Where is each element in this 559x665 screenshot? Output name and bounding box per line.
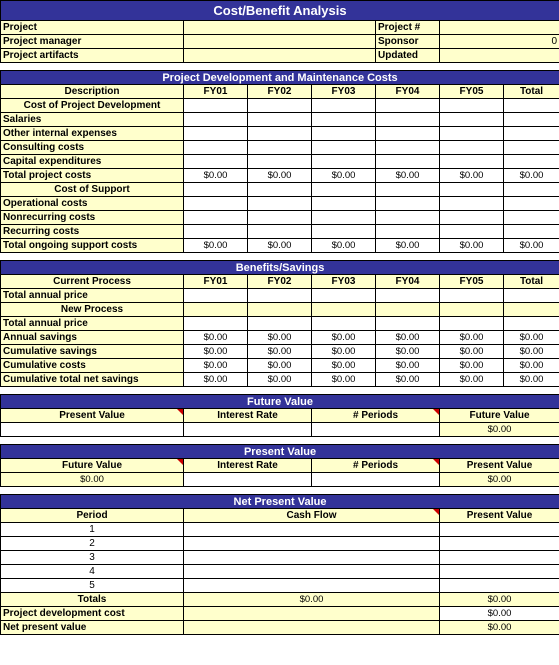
table-cell-input[interactable] [440,155,504,169]
npv-period-header: Period [1,509,184,523]
pv-interest-rate-header: Interest Rate [184,459,312,473]
npv-cash-flow-input[interactable] [184,523,440,537]
fv-periods-input[interactable] [312,423,440,437]
other-label: Other internal expenses [1,127,184,141]
project-manager-input[interactable] [184,35,376,49]
table-cell-input[interactable] [184,197,248,211]
table-cell-input[interactable] [184,289,248,303]
table-cell-input[interactable] [440,113,504,127]
updated-input[interactable] [440,49,559,63]
table-cell-input[interactable] [440,317,504,331]
sponsor-input[interactable]: 0 [440,35,559,49]
table-cell-input[interactable] [440,211,504,225]
npv-cash-flow-header: Cash Flow [184,509,440,523]
fv-periods-header: # Periods [312,409,440,423]
table-cell-input[interactable] [184,225,248,239]
npv-totals-label: Totals [1,593,184,607]
table-cell-input[interactable] [440,127,504,141]
table-row [1,523,559,537]
table-cell-input[interactable] [376,211,440,225]
npv-cash-flow-input[interactable] [184,537,440,551]
cell [440,303,504,317]
table-cell-value: $0.00 [184,373,248,387]
cell[interactable] [248,99,312,113]
npv-value: $0.00 [440,621,559,635]
description-header: Description [1,85,184,99]
table-cell-input[interactable] [248,289,312,303]
fy03-header: FY03 [312,85,376,99]
table-cell-input[interactable] [312,197,376,211]
table-cell-input[interactable] [440,141,504,155]
pv-result: $0.00 [440,473,559,487]
table-cell-input[interactable] [376,197,440,211]
table-row [1,345,559,359]
table-cell-value: $0.00 [312,359,376,373]
total-annual-price-label: Total annual price [1,289,184,303]
npv-label: Net present value [1,621,184,635]
fy04-header: FY04 [376,85,440,99]
project-artifacts-input[interactable] [184,49,376,63]
table-cell-input[interactable] [312,141,376,155]
npv-totals-pv: $0.00 [440,593,559,607]
table-row [1,565,559,579]
recurring-label: Recurring costs [1,225,184,239]
npv-present-value-cell [440,565,559,579]
cell[interactable] [312,99,376,113]
project-num-label: Project # [376,21,440,35]
table-cell-input[interactable] [248,317,312,331]
table-cell-input[interactable] [376,225,440,239]
cell[interactable] [440,183,504,197]
fv-interest-rate-input[interactable] [184,423,312,437]
npv-present-value-cell [440,537,559,551]
table-cell-input[interactable] [504,211,559,225]
table-cell-input[interactable] [376,113,440,127]
table-cell-value: $0.00 [248,239,312,253]
table-cell-input[interactable] [376,127,440,141]
table-cell-value: $0.00 [248,331,312,345]
npv-cash-flow-input[interactable] [184,565,440,579]
table-cell-value: $0.00 [184,239,248,253]
table-row [1,113,559,127]
table-cell-value: $0.00 [248,345,312,359]
fy05-header: FY05 [440,85,504,99]
table-cell-input[interactable] [184,127,248,141]
total-project-costs-label: Total project costs [1,169,184,183]
pv-interest-rate-input[interactable] [184,473,312,487]
cell[interactable] [376,183,440,197]
table-row [1,551,559,565]
fv-future-value-header: Future Value [440,409,559,423]
table-cell-input[interactable] [248,155,312,169]
cell[interactable] [504,99,559,113]
table-cell-input[interactable] [376,317,440,331]
table-cell-value: $0.00 [440,331,504,345]
table-cell-input[interactable] [440,225,504,239]
table-cell-input[interactable] [504,127,559,141]
table-cell-input[interactable] [504,155,559,169]
table-cell-input[interactable] [248,113,312,127]
cell[interactable] [440,99,504,113]
table-cell-input[interactable] [504,289,559,303]
npv-period-1: 1 [1,523,184,537]
cost-support-subheader: Cost of Support [1,183,184,197]
pv-future-value-input[interactable]: $0.00 [1,473,184,487]
table-cell-input[interactable] [312,317,376,331]
pv-periods-input[interactable] [312,473,440,487]
npv-cash-flow-input[interactable] [184,551,440,565]
fy03-header: FY03 [312,275,376,289]
capital-label: Capital expenditures [1,155,184,169]
consulting-label: Consulting costs [1,141,184,155]
sheet-title: Cost/Benefit Analysis [1,1,559,21]
table-row [1,155,559,169]
table-cell-input[interactable] [312,155,376,169]
table-cell-input[interactable] [440,197,504,211]
table-cell-value: $0.00 [248,169,312,183]
table-cell-input[interactable] [248,141,312,155]
project-label: Project [1,21,184,35]
table-cell-input[interactable] [248,225,312,239]
current-process-header: Current Process [1,275,184,289]
benefits-section-title: Benefits/Savings [1,261,559,275]
table-cell-value: $0.00 [376,331,440,345]
new-process-subheader: New Process [1,303,184,317]
table-cell-input[interactable] [504,317,559,331]
fy04-header: FY04 [376,275,440,289]
table-row [1,169,559,183]
fy01-header: FY01 [184,275,248,289]
table-cell-value: $0.00 [376,373,440,387]
table-cell-value: $0.00 [184,345,248,359]
table-cell-value: $0.00 [440,345,504,359]
cell[interactable] [248,183,312,197]
table-cell-value: $0.00 [504,345,559,359]
npv-dev-cost-label: Project development cost [1,607,184,621]
updated-label: Updated [376,49,440,63]
npv-period-3: 3 [1,551,184,565]
table-cell-value: $0.00 [312,345,376,359]
table-cell-input[interactable] [248,211,312,225]
table-cell-value: $0.00 [504,169,559,183]
cell [312,303,376,317]
table-cell-input[interactable] [312,113,376,127]
total-annual-price-label: Total annual price [1,317,184,331]
table-cell-value: $0.00 [504,239,559,253]
table-cell-value: $0.00 [184,331,248,345]
table-row [1,197,559,211]
table-cell-value: $0.00 [440,359,504,373]
fv-result: $0.00 [440,423,559,437]
table-cell-value: $0.00 [440,373,504,387]
npv-dev-cost-blank [184,607,440,621]
salaries-label: Salaries [1,113,184,127]
table-row [1,359,559,373]
table-row [1,317,559,331]
table-cell-input[interactable] [440,289,504,303]
fv-section-title: Future Value [1,395,559,409]
table-cell-input[interactable] [312,289,376,303]
table-cell-input[interactable] [184,155,248,169]
cell[interactable] [312,183,376,197]
table-cell-value: $0.00 [376,359,440,373]
table-cell-value: $0.00 [504,359,559,373]
cell [248,303,312,317]
cell[interactable] [184,183,248,197]
cell[interactable] [504,183,559,197]
table-row [1,331,559,345]
table-row [1,537,559,551]
table-cell-input[interactable] [376,289,440,303]
table-row [1,289,559,303]
table-cell-value: $0.00 [248,359,312,373]
npv-totals-cash: $0.00 [184,593,440,607]
npv-present-value-header: Present Value [440,509,559,523]
cell[interactable] [184,99,248,113]
table-row [1,373,559,387]
npv-present-value-cell [440,523,559,537]
table-row [1,579,559,593]
npv-present-value-cell [440,551,559,565]
table-cell-input[interactable] [312,211,376,225]
fv-interest-rate-header: Interest Rate [184,409,312,423]
npv-period-2: 2 [1,537,184,551]
table-cell-input[interactable] [504,113,559,127]
dev-section-title: Project Development and Maintenance Costs [1,71,559,85]
npv-section-title: Net Present Value [1,495,559,509]
total-header: Total [504,275,559,289]
table-cell-value: $0.00 [248,373,312,387]
table-cell-input[interactable] [376,141,440,155]
total-header: Total [504,85,559,99]
table-cell-value: $0.00 [184,169,248,183]
pv-periods-header: # Periods [312,459,440,473]
cell[interactable] [376,99,440,113]
table-row [1,141,559,155]
fy01-header: FY01 [184,85,248,99]
table-cell-value: $0.00 [312,169,376,183]
table-cell-value: $0.00 [376,345,440,359]
fv-present-value-header: Present Value [1,409,184,423]
project-artifacts-label: Project artifacts [1,49,184,63]
table-row [1,239,559,253]
fy05-header: FY05 [440,275,504,289]
npv-period-4: 4 [1,565,184,579]
npv-present-value-cell [440,579,559,593]
project-input[interactable] [184,21,376,35]
total-support-label: Total ongoing support costs [1,239,184,253]
cumulative-net-label: Cumulative total net savings [1,373,184,387]
project-num-input[interactable] [440,21,559,35]
pv-present-value-header: Present Value [440,459,559,473]
pv-future-value-header: Future Value [1,459,184,473]
fy02-header: FY02 [248,85,312,99]
table-cell-value: $0.00 [440,169,504,183]
table-row [1,211,559,225]
npv-dev-cost-value: $0.00 [440,607,559,621]
table-cell-input[interactable] [184,113,248,127]
table-cell-input[interactable] [184,211,248,225]
table-cell-value: $0.00 [504,373,559,387]
operational-label: Operational costs [1,197,184,211]
table-cell-value: $0.00 [184,359,248,373]
table-cell-input[interactable] [312,127,376,141]
fv-present-value-input[interactable] [1,423,184,437]
table-row [1,225,559,239]
annual-savings-label: Annual savings [1,331,184,345]
npv-period-5: 5 [1,579,184,593]
cost-dev-subheader: Cost of Project Development [1,99,184,113]
table-cell-value: $0.00 [440,239,504,253]
table-cell-input[interactable] [184,317,248,331]
table-cell-value: $0.00 [312,331,376,345]
table-cell-input[interactable] [504,197,559,211]
cumulative-costs-label: Cumulative costs [1,359,184,373]
project-manager-label: Project manager [1,35,184,49]
table-cell-value: $0.00 [312,239,376,253]
table-cell-input[interactable] [376,155,440,169]
fy02-header: FY02 [248,275,312,289]
cell [184,303,248,317]
table-cell-input[interactable] [248,197,312,211]
table-cell-value: $0.00 [312,373,376,387]
table-cell-input[interactable] [248,127,312,141]
table-cell-value: $0.00 [504,331,559,345]
table-cell-input[interactable] [504,141,559,155]
table-cell-input[interactable] [184,141,248,155]
table-cell-value: $0.00 [376,169,440,183]
table-cell-input[interactable] [312,225,376,239]
table-row [1,127,559,141]
table-cell-value: $0.00 [376,239,440,253]
sponsor-label: Sponsor [376,35,440,49]
cumulative-savings-label: Cumulative savings [1,345,184,359]
npv-blank [184,621,440,635]
cell [504,303,559,317]
cell [376,303,440,317]
nonrecurring-label: Nonrecurring costs [1,211,184,225]
table-cell-input[interactable] [504,225,559,239]
pv-section-title: Present Value [1,445,559,459]
npv-cash-flow-input[interactable] [184,579,440,593]
